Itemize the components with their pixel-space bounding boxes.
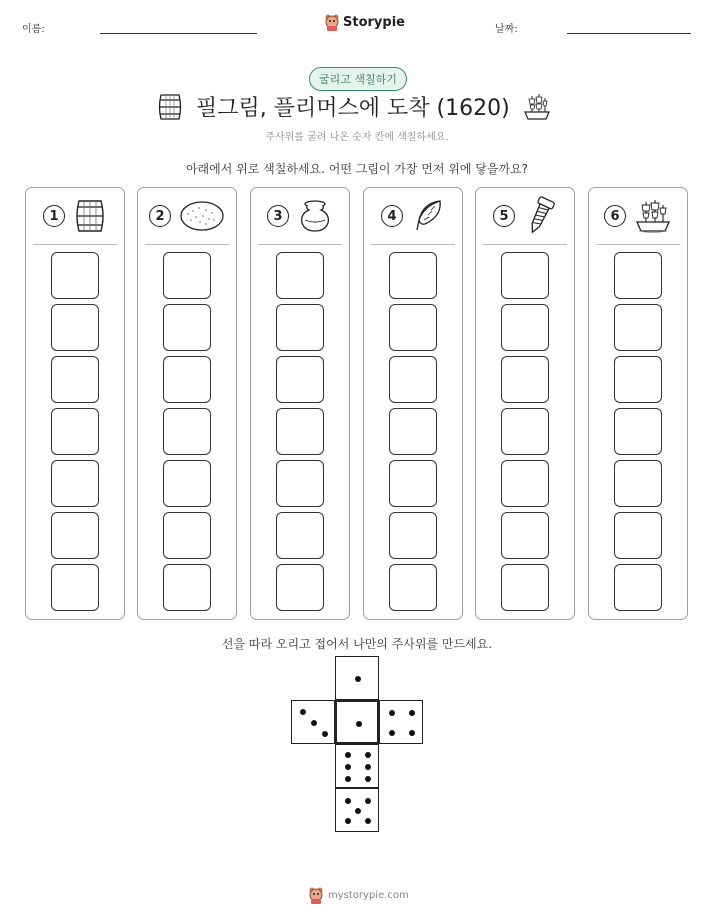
color-cell[interactable] [389,408,437,455]
column-header [33,188,117,245]
color-cell[interactable] [276,252,324,299]
color-cell[interactable] [276,356,324,403]
column-header [483,188,567,245]
column-4 [363,187,463,620]
color-cell[interactable] [51,408,99,455]
color-cell[interactable] [501,512,549,559]
color-cell[interactable] [163,408,211,455]
color-cell[interactable] [501,356,549,403]
dice-pip [345,776,351,782]
color-cell[interactable] [163,512,211,559]
color-cell[interactable] [614,304,662,351]
bear-logo-icon [308,886,324,904]
dice-pip [300,709,306,715]
dice-face [335,788,379,832]
dice-pip [355,808,361,814]
barrel-icon [156,92,184,122]
ship-icon [634,198,672,234]
dice-pip [345,798,351,804]
dice-pip [345,818,351,824]
column-number: 3 [267,205,289,227]
color-cell[interactable] [614,564,662,611]
color-cell[interactable] [51,564,99,611]
dice-pip [365,752,371,758]
instruction-text: 아래에서 위로 색칠하세요. 어떤 그림이 가장 먼저 위에 닿을까요? [185,162,529,176]
ship-icon [522,92,552,122]
color-cell[interactable] [389,564,437,611]
color-cell[interactable] [614,252,662,299]
color-cell[interactable] [614,460,662,507]
color-cell[interactable] [501,408,549,455]
dice-pip [389,710,395,716]
feather-icon [411,198,445,234]
dice-face [335,656,379,700]
dice-pip [409,710,415,716]
brand-name: Storypie [343,14,405,30]
color-cell[interactable] [389,356,437,403]
column-header [596,188,680,245]
activity-badge: 굴리고 색칠하기 [309,67,407,91]
dice-pip [365,776,371,782]
color-cell[interactable] [51,460,99,507]
color-cell[interactable] [163,460,211,507]
dice-pip [311,720,317,726]
dice-face [379,700,423,744]
column-1 [25,187,125,620]
dice-pip [409,730,415,736]
dice-face [335,744,379,788]
dice-pip [322,731,328,737]
barrel-icon [73,198,107,234]
color-cell[interactable] [389,252,437,299]
dice-pip [345,764,351,770]
color-cell[interactable] [276,564,324,611]
column-number: 6 [604,205,626,227]
column-number: 5 [493,205,515,227]
dice-pip [365,798,371,804]
color-cell[interactable] [501,304,549,351]
color-cell[interactable] [51,512,99,559]
color-cell[interactable] [389,460,437,507]
date-label: 날짜: [495,24,518,35]
color-cell[interactable] [163,564,211,611]
color-cell[interactable] [51,304,99,351]
color-cell[interactable] [163,304,211,351]
color-cell[interactable] [614,356,662,403]
column-number: 1 [43,205,65,227]
screw-icon [523,196,557,236]
column-6 [588,187,688,620]
dice-instruction: 선을 따라 오리고 접어서 나만의 주사위를 만드세요. [221,637,493,651]
column-header [145,188,229,245]
color-cell[interactable] [501,460,549,507]
page-title: 필그림, 플리머스에 도착 (1620) [196,96,510,121]
name-label: 이름: [22,24,45,35]
color-cell[interactable] [276,304,324,351]
dice-pip [345,752,351,758]
dice-face [291,700,335,744]
color-cell[interactable] [389,512,437,559]
dice-pip [365,818,371,824]
column-2 [137,187,237,620]
pot-icon [297,198,333,234]
bread-icon [179,199,225,233]
color-cell[interactable] [614,512,662,559]
color-cell[interactable] [389,304,437,351]
color-cell[interactable] [501,564,549,611]
name-line[interactable] [100,33,257,34]
page-subtitle: 주사위를 굴려 나온 숫자 칸에 색칠하세요. [265,132,449,143]
dice-face [335,700,379,744]
color-cell[interactable] [276,512,324,559]
dice-pip [356,721,362,727]
column-header [258,188,342,245]
color-cell[interactable] [163,356,211,403]
brand-logo [324,13,405,31]
color-cell[interactable] [51,356,99,403]
column-5 [475,187,575,620]
footer [308,886,409,904]
color-cell[interactable] [501,252,549,299]
color-cell[interactable] [276,460,324,507]
column-header [371,188,455,245]
bear-logo-icon [324,13,340,31]
column-number: 4 [381,205,403,227]
date-line[interactable] [567,33,691,34]
page-title-row [156,91,552,122]
dice-pip [365,764,371,770]
color-cell[interactable] [276,408,324,455]
footer-site: mystorypie.com [328,889,409,901]
column-3 [250,187,350,620]
column-number: 2 [149,205,171,227]
color-cell[interactable] [51,252,99,299]
color-cell[interactable] [163,252,211,299]
dice-pip [389,730,395,736]
color-cell[interactable] [614,408,662,455]
dice-pip [355,676,361,682]
